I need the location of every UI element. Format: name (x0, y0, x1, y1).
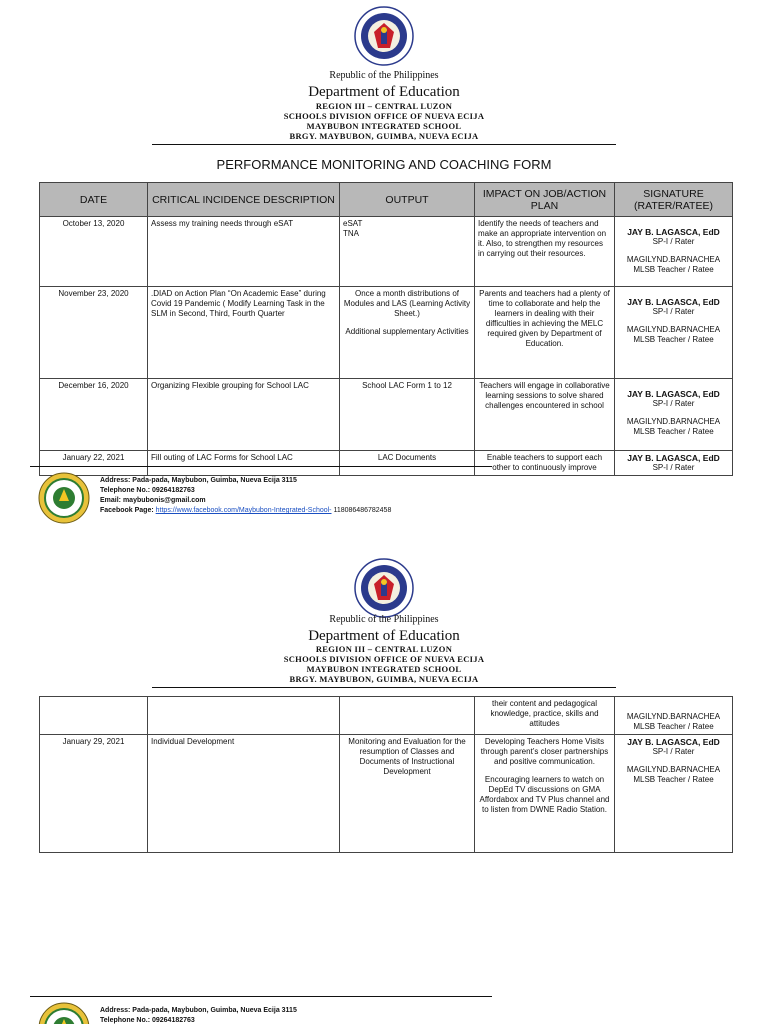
description-cell: Assess my training needs through eSAT (148, 217, 340, 287)
rater-name: JAY B. LAGASCA, EdD (627, 389, 720, 399)
output-cell (340, 697, 475, 735)
impact-cell (475, 735, 615, 853)
ratee-name: MAGILYND.BARNACHEA (626, 417, 721, 426)
output-cell (340, 217, 475, 287)
ratee-name: MAGILYND.BARNACHEA (626, 712, 721, 721)
table-row (40, 451, 733, 476)
column-header-date: DATE (40, 183, 148, 217)
facebook-label: Facebook Page: (100, 507, 156, 514)
rater-name: JAY B. LAGASCA, EdD (627, 453, 720, 463)
ratee-name: MAGILYND.BARNACHEA (626, 765, 721, 774)
signature-cell (615, 287, 733, 379)
column-header-signature: SIGNATURE (RATER/RATEE) (615, 183, 733, 217)
ratee-title: MLSB Teacher / Ratee (633, 265, 714, 274)
header-divider (152, 687, 616, 688)
description-cell: .DIAD on Action Plan “On Academic Ease” during Covid 19 Pandemic ( Modify Learning Task in the SLM in Second, Third, Fourth Quarter (148, 287, 340, 379)
footer-telephone: Telephone No.: 09264182763 (100, 1017, 195, 1024)
department-title: Department of Education (308, 628, 460, 644)
rater-title: SP-I / Rater (652, 463, 695, 472)
republic-text: Republic of the Philippines (329, 614, 439, 625)
output-cell (340, 287, 475, 379)
column-header-output: OUTPUT (340, 183, 475, 217)
footer-facebook (100, 506, 391, 516)
school-logo-icon (38, 1002, 90, 1024)
output-line: eSAT (343, 219, 363, 228)
rater-name: JAY B. LAGASCA, EdD (627, 737, 720, 747)
rater-title: SP-I / Rater (652, 237, 695, 246)
document-page-2 (0, 550, 768, 1024)
impact-text: Developing Teachers Home Visits through parent’s closer partnerships and positive communication. (480, 737, 609, 766)
facebook-id: 118086486782458 (331, 507, 392, 514)
table-row (40, 735, 733, 853)
deped-seal-icon (354, 558, 414, 618)
school-text: MAYBUBON INTEGRATED SCHOOL (306, 664, 462, 674)
date-cell: October 13, 2020 (40, 217, 148, 287)
ratee-title: MLSB Teacher / Ratee (633, 775, 714, 784)
ratee-title: MLSB Teacher / Ratee (633, 427, 714, 436)
impact-cell: Parents and teachers had a plenty of time to collaborate and help the learners in dealing with their difficulties in achieving the MELC required given by Department of Education. (475, 287, 615, 379)
republic-text: Republic of the Philippines (329, 70, 439, 81)
signature-cell (615, 217, 733, 287)
output-text: Once a month distributions of Modules and LAS (Learning Activity Sheet.) (343, 289, 471, 318)
impact-cell: Teachers will engage in collaborative learning sessions to solve shared challenges encountered in school (475, 379, 615, 451)
table-row (40, 697, 733, 735)
ratee-title: MLSB Teacher / Ratee (633, 335, 714, 344)
footer-address: Address: Pada-pada, Maybubon, Guimba, Nueva Ecija 3115 (100, 1007, 297, 1014)
form-title: PERFORMANCE MONITORING AND COACHING FORM (216, 157, 552, 172)
division-text: SCHOOLS DIVISION OFFICE OF NUEVA ECIJA (283, 111, 485, 121)
region-text: REGION III – CENTRAL LUZON (315, 644, 453, 654)
facebook-link[interactable]: https://www.facebook.com/Maybubon-Integrated-School- (155, 507, 332, 514)
output-cell: School LAC Form 1 to 12 (340, 379, 475, 451)
footer-telephone: Telephone No.: 09264182763 (100, 487, 195, 494)
table-header-row (40, 183, 733, 217)
footer-address: Address: Pada-pada, Maybubon, Guimba, Nueva Ecija 3115 (100, 477, 297, 484)
footer-contact (100, 1006, 297, 1024)
rater-title: SP-I / Rater (652, 399, 695, 408)
footer-divider (30, 466, 492, 467)
footer-contact (100, 476, 391, 516)
impact-cell: Identify the needs of teachers and make an appropriate intervention on it. Also, to strengthen my resources in carrying out their resources. (475, 217, 615, 287)
date-cell: January 29, 2021 (40, 735, 148, 853)
barangay-text: BRGY. MAYBUBON, GUIMBA, NUEVA ECIJA (289, 131, 479, 141)
date-cell (40, 697, 148, 735)
output-cell: LAC Documents (340, 451, 475, 476)
description-cell (148, 697, 340, 735)
rater-name: JAY B. LAGASCA, EdD (627, 297, 720, 307)
table-row (40, 287, 733, 379)
date-cell: November 23, 2020 (40, 287, 148, 379)
footer-divider (30, 996, 492, 997)
description-cell: Organizing Flexible grouping for School LAC (148, 379, 340, 451)
rater-title: SP-I / Rater (652, 747, 695, 756)
table-row (40, 379, 733, 451)
rater-title: SP-I / Rater (652, 307, 695, 316)
impact-cell: Enable teachers to support each other to continuously improve (475, 451, 615, 476)
signature-cell (615, 451, 733, 476)
school-logo-icon (38, 472, 90, 524)
region-text: REGION III – CENTRAL LUZON (315, 101, 453, 111)
school-text: MAYBUBON INTEGRATED SCHOOL (306, 121, 462, 131)
ratee-title: MLSB Teacher / Ratee (633, 722, 714, 731)
output-text: Additional supplementary Activities (345, 327, 469, 336)
footer-email: Email: maybubonis@gmail.com (100, 497, 206, 504)
coaching-table (39, 182, 733, 476)
coaching-table-continued (39, 696, 733, 853)
description-cell: Fill outing of LAC Forms for School LAC (148, 451, 340, 476)
impact-cell: their content and pedagogical knowledge, practice, skills and attitudes (475, 697, 615, 735)
impact-text: Encouraging learners to watch on DepEd TV discussions on GMA Affordabox and TV Plus channel and to listen from DWNE Radio Station. (479, 775, 610, 814)
ratee-name: MAGILYND.BARNACHEA (626, 255, 721, 264)
rater-name: JAY B. LAGASCA, EdD (627, 227, 720, 237)
date-cell: December 16, 2020 (40, 379, 148, 451)
column-header-impact: IMPACT ON JOB/ACTION PLAN (475, 183, 615, 217)
column-header-description: CRITICAL INCIDENCE DESCRIPTION (148, 183, 340, 217)
signature-cell (615, 379, 733, 451)
department-title: Department of Education (308, 84, 460, 100)
table-row (40, 217, 733, 287)
division-text: SCHOOLS DIVISION OFFICE OF NUEVA ECIJA (283, 654, 485, 664)
barangay-text: BRGY. MAYBUBON, GUIMBA, NUEVA ECIJA (289, 674, 479, 684)
output-line: TNA (343, 229, 359, 238)
deped-seal-icon (354, 6, 414, 66)
output-cell: Monitoring and Evaluation for the resumption of Classes and Documents of Instructional Development (340, 735, 475, 853)
signature-cell (615, 735, 733, 853)
header-divider (152, 144, 616, 145)
signature-cell (615, 697, 733, 735)
description-cell: Individual Development (148, 735, 340, 853)
date-cell: January 22, 2021 (40, 451, 148, 476)
ratee-name: MAGILYND.BARNACHEA (626, 325, 721, 334)
